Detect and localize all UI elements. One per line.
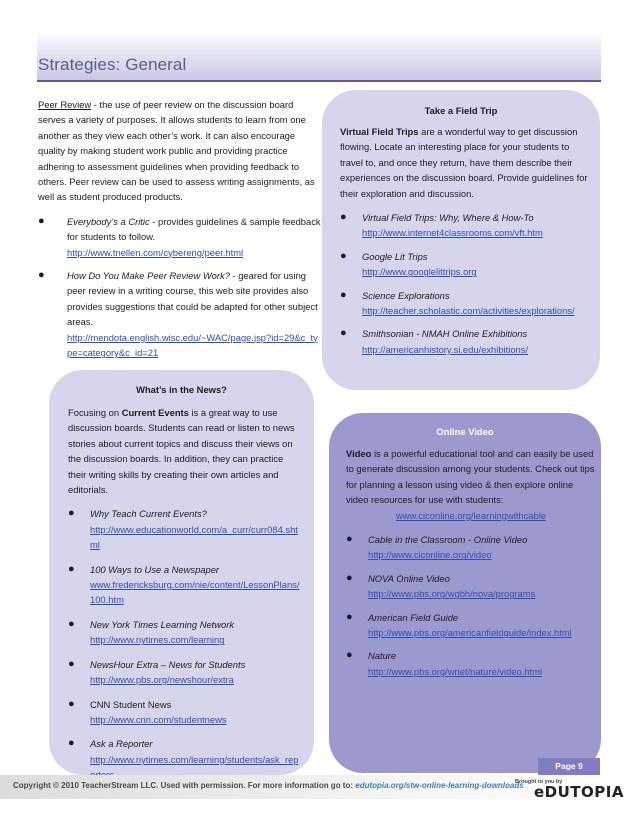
resource-link[interactable]: http://americanhistory.si.edu/exhibitions/ [362,343,529,355]
resource-link[interactable]: http://www.educationworld.com/a_curr/curr084.shtml [90,523,298,551]
header-rule [37,80,601,82]
news-term: Current Events [121,407,189,418]
peer-review-section [38,97,322,369]
resource-link[interactable]: http://www.internet4classrooms.com/vft.htm [362,227,543,239]
bullet-icon: ● [340,327,347,340]
resource-title: New York Times Learning Network [90,618,235,630]
resource-title: Cable in the Classroom - Online Video [368,534,528,546]
resource-title: Google Lit Trips [362,250,428,262]
resource-link[interactable]: http://www.pbs.org/wgbh/nova/programs [368,588,536,600]
resource-title: Virtual Field Trips: Why, Where & How-To [362,212,534,224]
list-item [38,214,322,260]
bullet-icon: ● [68,657,75,670]
bullet-icon: ● [340,211,347,224]
video-box [329,413,601,773]
bullet-icon: ● [340,249,347,262]
resource-title: CNN Student News [90,698,172,710]
list-item [346,610,596,641]
resource-title: 100 Ways to Use a Newspaper [90,563,220,575]
peer-review-term: Peer Review [38,99,92,110]
news-lead: Focusing on [68,407,122,418]
resource-link[interactable]: http://www.googlelittrips.org [362,266,477,278]
news-paragraph [68,405,300,497]
list-item [38,268,322,360]
resource-link[interactable]: http://www.tnellen.com/cybereng/peer.html [67,246,244,258]
list-item [346,571,596,602]
field-trip-term: Virtual Field Trips [340,126,419,137]
brought-by-label: Brought to you by [515,779,563,785]
resource-title: American Field Guide [368,611,459,623]
video-title: Online Video [436,426,494,437]
field-trip-list [340,210,590,357]
resource-link[interactable]: http://www.ciconline.org/video [368,549,492,561]
edutopia-logo: eDUTOPIA [534,783,624,801]
list-item [346,532,596,563]
bullet-icon: ● [68,562,75,575]
resource-link[interactable]: http://www.pbs.org/americanfieldguide/index.html [368,627,572,639]
resource-title: Smithsonian - NMAH Online Exhibitions [362,328,528,340]
bullet-icon: ● [346,610,353,623]
news-body [68,405,300,792]
bullet-icon: ● [68,507,75,520]
video-paragraph [346,446,596,508]
resource-link[interactable]: http://www.pbs.org/newshour/extra [90,674,234,686]
page-number-badge: Page 9 [538,758,600,775]
peer-review-list [38,214,322,361]
footer-link[interactable]: edutopia.org/stw-online-learning-downloads [355,781,524,790]
list-item [340,288,590,319]
news-title: What’s in the News? [136,384,227,395]
video-term: Video [346,448,372,459]
list-item [68,506,300,552]
bullet-icon: ● [346,533,353,546]
field-trip-paragraph [340,124,590,201]
bullet-icon: ● [68,697,75,710]
resource-title: Why Teach Current Events? [90,508,207,520]
resource-link[interactable]: http://teacher.scholastic.com/activities/explorations/ [362,305,575,317]
peer-review-paragraph [38,97,322,205]
list-item [68,617,300,648]
video-description: is a powerful educational tool and can easily be used to generate discussion among your students. Check out tips for planning a lesson using video & then explore online video resources for use with students: [346,448,595,506]
field-trip-body [340,124,590,365]
resource-link[interactable]: http://www.nytimes.com/learning [90,634,225,646]
resource-desc: - provides guidelines & sample feedback for students to follow. [67,215,321,243]
peer-review-description: - the use of peer review on the discussion board serves a variety of purposes. It allows students to learn from one another as they view each other’s work. It can also encourage quality by making student work public and providing practice adhering to assessment guidelines when providing feedback to others. Peer review can be used to assess writing assignments, as well as student produced products. [38,99,315,203]
list-item [340,249,590,280]
field-trip-title: Take a Field Trip [424,105,498,116]
field-trip-box [322,90,600,390]
bullet-icon: ● [38,214,45,227]
video-list [346,532,596,679]
video-center-link[interactable]: www.ciconline.org/learningwithcable [395,509,547,521]
resource-link[interactable]: http://www.cnn.com/studentnews [90,713,227,725]
list-item [68,562,300,608]
news-list [68,506,300,782]
bullet-icon: ● [38,269,45,282]
resource-link[interactable]: http://www.pbs.org/wnet/nature/video.html [368,665,543,677]
resource-link[interactable]: http://www.nytimes.com/learning/students/ask_rep [90,753,299,765]
list-item [68,657,300,688]
resource-title: Everybody’s a Critic [67,215,150,227]
bullet-icon: ● [346,649,353,662]
page-title: Strategies: General [38,55,187,74]
list-item [340,326,590,357]
resource-link[interactable]: http://mendota.english.wisc.edu/~WAC/page.jsp?id=29&c_type=category&c_id=21 [67,331,318,359]
resource-title: Science Explorations [362,289,450,301]
resource-desc: - geared for using peer review in a writing course, this web site provides also provides suggestions that could be adapted for other subject areas. [67,270,318,328]
news-box [49,370,314,775]
list-item [340,210,590,241]
list-item [346,648,596,679]
resource-link[interactable]: www.fredericksburg.com/nie/content/LessonPlans/100.htm [90,579,300,606]
resource-title: Nature [368,650,397,662]
bullet-icon: ● [68,737,75,750]
resource-title: NOVA Online Video [368,572,450,584]
footer-copyright [13,781,524,790]
field-trip-description: are a wonderful way to get discussion flowing. Locate an interesting place for your students to travel to, and once they return, have them describe their experiences on the discussion board. Provide guidelines for their exploration and discussion. [340,126,588,199]
list-item [68,697,300,728]
video-body [346,446,596,687]
bullet-icon: ● [340,288,347,301]
resource-title: NewsHour Extra – News for Students [90,658,246,670]
resource-title: Ask a Reporter [90,738,153,750]
copyright-text: Copyright © 2010 TeacherStream LLC. Used with permission. For more information go to: [13,781,356,790]
news-description: is a great way to use discussion boards. Students can read or listen to news stories about current topics and discuss their views on the discussion boards. In addition, they can practice their writing skills by creating their own articles and editorials. [68,407,295,496]
bullet-icon: ● [68,617,75,630]
bullet-icon: ● [346,571,353,584]
resource-title: How Do You Make Peer Review Work? [67,270,230,282]
